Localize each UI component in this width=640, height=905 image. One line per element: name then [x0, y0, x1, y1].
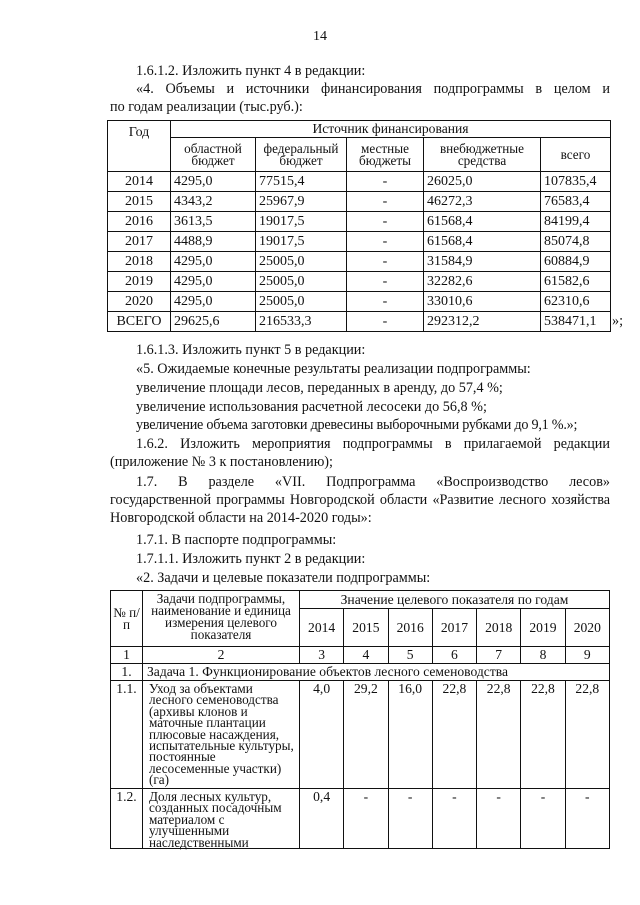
- extra-cell: 26025,0: [424, 172, 541, 192]
- row-1-1-2016: 16,0: [388, 681, 432, 789]
- row-1-2-2015: -: [344, 789, 388, 849]
- federal-cell: 25005,0: [256, 272, 347, 292]
- row-1-2-2018: -: [477, 789, 521, 849]
- col-number: 6: [432, 647, 476, 664]
- local-cell: -: [347, 192, 424, 212]
- column-numbers-row: [111, 647, 610, 664]
- total-cell: 538471,1: [541, 312, 611, 332]
- quote-4-line-1: «4. Объемы и источники финансирования подпрограммы в целом и: [136, 81, 610, 97]
- table-closing-quote: »;: [612, 313, 624, 329]
- result-2: увеличение использования расчетной лесосеки до 56,8 %;: [136, 399, 487, 415]
- federal-cell: 25005,0: [256, 292, 347, 312]
- year-cell: 2017: [108, 232, 171, 252]
- table-row: [108, 272, 611, 292]
- col-federal: федеральный бюджет: [256, 138, 347, 172]
- year-cell: 2014: [108, 172, 171, 192]
- col-total: всего: [541, 138, 611, 172]
- extra-cell: 292312,2: [424, 312, 541, 332]
- table-row: [108, 232, 611, 252]
- tasks-table: [110, 590, 610, 849]
- year-cell: 2020: [108, 292, 171, 312]
- local-cell: -: [347, 212, 424, 232]
- regional-cell: 29625,6: [171, 312, 256, 332]
- federal-cell: 25967,9: [256, 192, 347, 212]
- col-number: 1: [111, 647, 143, 664]
- row-1-1-2017: 22,8: [432, 681, 476, 789]
- row-1-1-2015: 29,2: [344, 681, 388, 789]
- task-1-row: [111, 664, 610, 681]
- item-1-6-1-2: 1.6.1.2. Изложить пункт 4 в редакции:: [136, 63, 366, 79]
- extra-cell: 46272,3: [424, 192, 541, 212]
- federal-cell: 77515,4: [256, 172, 347, 192]
- col-number: 7: [477, 647, 521, 664]
- year-cell: 2019: [108, 272, 171, 292]
- quote-5: «5. Ожидаемые конечные результаты реализации подпрограммы:: [136, 361, 531, 377]
- task-header: Задачи подпрограммы, наименование и единица измерения целевого показателя: [143, 591, 300, 647]
- item-1-7-1: 1.7.1. В паспорте подпрограммы:: [136, 532, 337, 548]
- regional-cell: 4343,2: [171, 192, 256, 212]
- item-1-6-2: 1.6.2. Изложить мероприятия подпрограммы в прилагаемой редакции (приложение № 3 к постановлению);: [110, 436, 610, 470]
- year-2017: 2017: [432, 609, 476, 647]
- page-number: 14: [313, 29, 327, 44]
- total-cell: 107835,4: [541, 172, 611, 192]
- row-1-2-2014: 0,4: [300, 789, 344, 849]
- year-cell: 2018: [108, 252, 171, 272]
- table-row: [108, 192, 611, 212]
- total-cell: 61582,6: [541, 272, 611, 292]
- row-1-1-2019: 22,8: [521, 681, 565, 789]
- num-header: № п/п: [111, 591, 143, 647]
- year-2016: 2016: [388, 609, 432, 647]
- regional-cell: 3613,5: [171, 212, 256, 232]
- col-number: 5: [388, 647, 432, 664]
- total-cell: 76583,4: [541, 192, 611, 212]
- federal-cell: 216533,3: [256, 312, 347, 332]
- total-cell: 62310,6: [541, 292, 611, 312]
- local-cell: -: [347, 312, 424, 332]
- extra-cell: 31584,9: [424, 252, 541, 272]
- regional-cell: 4295,0: [171, 292, 256, 312]
- task-1-num: 1.: [111, 664, 143, 681]
- col-number: 3: [300, 647, 344, 664]
- quote-2: «2. Задачи и целевые показатели подпрограммы:: [136, 570, 431, 586]
- table-row-total: [108, 312, 611, 332]
- total-cell: 84199,4: [541, 212, 611, 232]
- result-3: увеличение объема заготовки древесины выборочными рубками до 9,1 %.»;: [136, 417, 578, 433]
- row-1-1-2018: 22,8: [477, 681, 521, 789]
- total-cell: 60884,9: [541, 252, 611, 272]
- col-local: местные бюджеты: [347, 138, 424, 172]
- table-row: [108, 212, 611, 232]
- local-cell: -: [347, 232, 424, 252]
- local-cell: -: [347, 292, 424, 312]
- year-cell: 2016: [108, 212, 171, 232]
- extra-cell: 61568,4: [424, 232, 541, 252]
- table-row: [108, 172, 611, 192]
- table-row: [111, 789, 610, 849]
- col-number: 4: [344, 647, 388, 664]
- row-1-1-num: 1.1.: [111, 681, 143, 789]
- year-2014: 2014: [300, 609, 344, 647]
- col-number: 9: [565, 647, 609, 664]
- total-cell: 85074,8: [541, 232, 611, 252]
- row-1-2-2020: -: [565, 789, 609, 849]
- finance-table: [107, 120, 611, 332]
- col-extra: внебюджетные средства: [424, 138, 541, 172]
- regional-cell: 4295,0: [171, 252, 256, 272]
- item-1-6-1-3: 1.6.1.3. Изложить пункт 5 в редакции:: [136, 342, 366, 358]
- source-header: Источник финансирования: [171, 121, 611, 138]
- row-1-2-2019: -: [521, 789, 565, 849]
- year-2020: 2020: [565, 609, 609, 647]
- federal-cell: 25005,0: [256, 252, 347, 272]
- extra-cell: 32282,6: [424, 272, 541, 292]
- row-1-1-2020: 22,8: [565, 681, 609, 789]
- col-regional: областной бюджет: [171, 138, 256, 172]
- local-cell: -: [347, 252, 424, 272]
- value-header: Значение целевого показателя по годам: [300, 591, 610, 609]
- local-cell: -: [347, 272, 424, 292]
- regional-cell: 4295,0: [171, 272, 256, 292]
- result-1: увеличение площади лесов, переданных в аренду, до 57,4 %;: [136, 380, 503, 396]
- year-header: Год: [108, 121, 171, 172]
- task-1-text: Задача 1. Функционирование объектов лесного семеноводства: [143, 664, 610, 681]
- row-1-2-text: Доля лесных культур, созданных посадочным материалом с улучшенными наследственными: [143, 789, 300, 849]
- regional-cell: 4295,0: [171, 172, 256, 192]
- table-row: [111, 681, 610, 789]
- item-1-7: 1.7. В разделе «VII. Подпрограмма «Воспроизводство лесов» государственной программы Новгородской области «Развитие лесного хозяйства Новгородской области на 2014-2020 годы»:: [110, 474, 610, 526]
- row-1-2-2017: -: [432, 789, 476, 849]
- row-1-1-2014: 4,0: [300, 681, 344, 789]
- year-cell: ВСЕГО: [108, 312, 171, 332]
- row-1-2-num: 1.2.: [111, 789, 143, 849]
- year-2019: 2019: [521, 609, 565, 647]
- year-2018: 2018: [477, 609, 521, 647]
- regional-cell: 4488,9: [171, 232, 256, 252]
- row-1-1-text: Уход за объектами лесного семеноводства (архивы клонов и маточные плантации плюсовые насаждения, испытательные культуры, постоянные лесосеменные участки) (га): [143, 681, 300, 789]
- extra-cell: 61568,4: [424, 212, 541, 232]
- col-number: 2: [143, 647, 300, 664]
- year-2015: 2015: [344, 609, 388, 647]
- federal-cell: 19017,5: [256, 212, 347, 232]
- federal-cell: 19017,5: [256, 232, 347, 252]
- year-cell: 2015: [108, 192, 171, 212]
- extra-cell: 33010,6: [424, 292, 541, 312]
- local-cell: -: [347, 172, 424, 192]
- quote-4-line-2: по годам реализации (тыс.руб.):: [110, 99, 303, 115]
- table-row: [108, 292, 611, 312]
- item-1-7-1-1: 1.7.1.1. Изложить пункт 2 в редакции:: [136, 551, 366, 567]
- col-number: 8: [521, 647, 565, 664]
- table-row: [108, 252, 611, 272]
- row-1-2-2016: -: [388, 789, 432, 849]
